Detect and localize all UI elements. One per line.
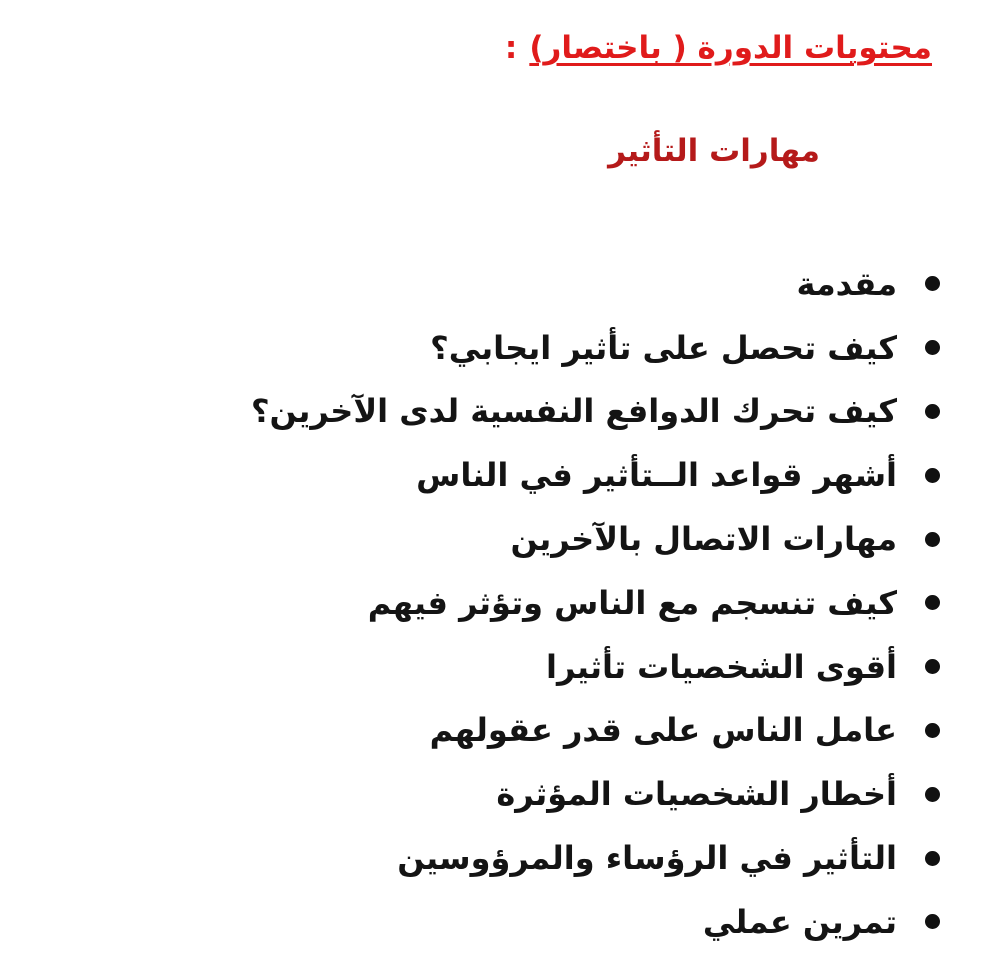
list-item xyxy=(251,635,940,699)
list-item xyxy=(251,443,940,507)
bullet-icon xyxy=(925,532,940,547)
bullet-icon xyxy=(925,404,940,419)
bullet-icon xyxy=(925,276,940,291)
topic-label: مهارات الاتصال بالآخرين xyxy=(510,520,897,559)
topic-label: أقوى الشخصيات تأثيرا xyxy=(546,647,897,686)
heading-colon: : xyxy=(504,30,518,66)
heading-text: محتويات الدورة ( باختصار) xyxy=(529,30,932,66)
bullet-icon xyxy=(925,787,940,802)
bullet-icon xyxy=(925,595,940,610)
bullet-icon xyxy=(925,723,940,738)
list-item xyxy=(251,571,940,635)
list-item xyxy=(251,316,940,380)
topic-label: كيف تنسجم مع الناس وتؤثر فيهم xyxy=(367,583,897,622)
bullet-icon xyxy=(925,340,940,355)
list-item xyxy=(251,380,940,444)
list-item xyxy=(251,699,940,763)
topic-label: كيف تحصل على تأثير ايجابي؟ xyxy=(430,328,897,367)
topic-label: مقدمة xyxy=(796,264,897,303)
bullet-icon xyxy=(925,914,940,929)
list-item xyxy=(251,762,940,826)
topic-list xyxy=(251,252,940,954)
bullet-icon xyxy=(925,851,940,866)
course-subtitle: مهارات التأثير xyxy=(608,133,820,169)
list-item xyxy=(251,826,940,890)
topic-label: تمرين عملي xyxy=(702,902,897,941)
topic-label: عامل الناس على قدر عقولهم xyxy=(429,711,897,750)
course-contents-heading xyxy=(505,30,932,67)
topic-label: أشهر قواعد الــتأثير في الناس xyxy=(416,456,897,495)
topic-label: التأثير في الرؤساء والمرؤوسين xyxy=(397,839,897,878)
list-item xyxy=(251,507,940,571)
bullet-icon xyxy=(925,468,940,483)
topic-label: كيف تحرك الدوافع النفسية لدى الآخرين؟ xyxy=(250,392,897,431)
list-item xyxy=(251,890,940,954)
topic-label: أخطار الشخصيات المؤثرة xyxy=(496,775,897,814)
bullet-icon xyxy=(925,659,940,674)
list-item xyxy=(251,252,940,316)
